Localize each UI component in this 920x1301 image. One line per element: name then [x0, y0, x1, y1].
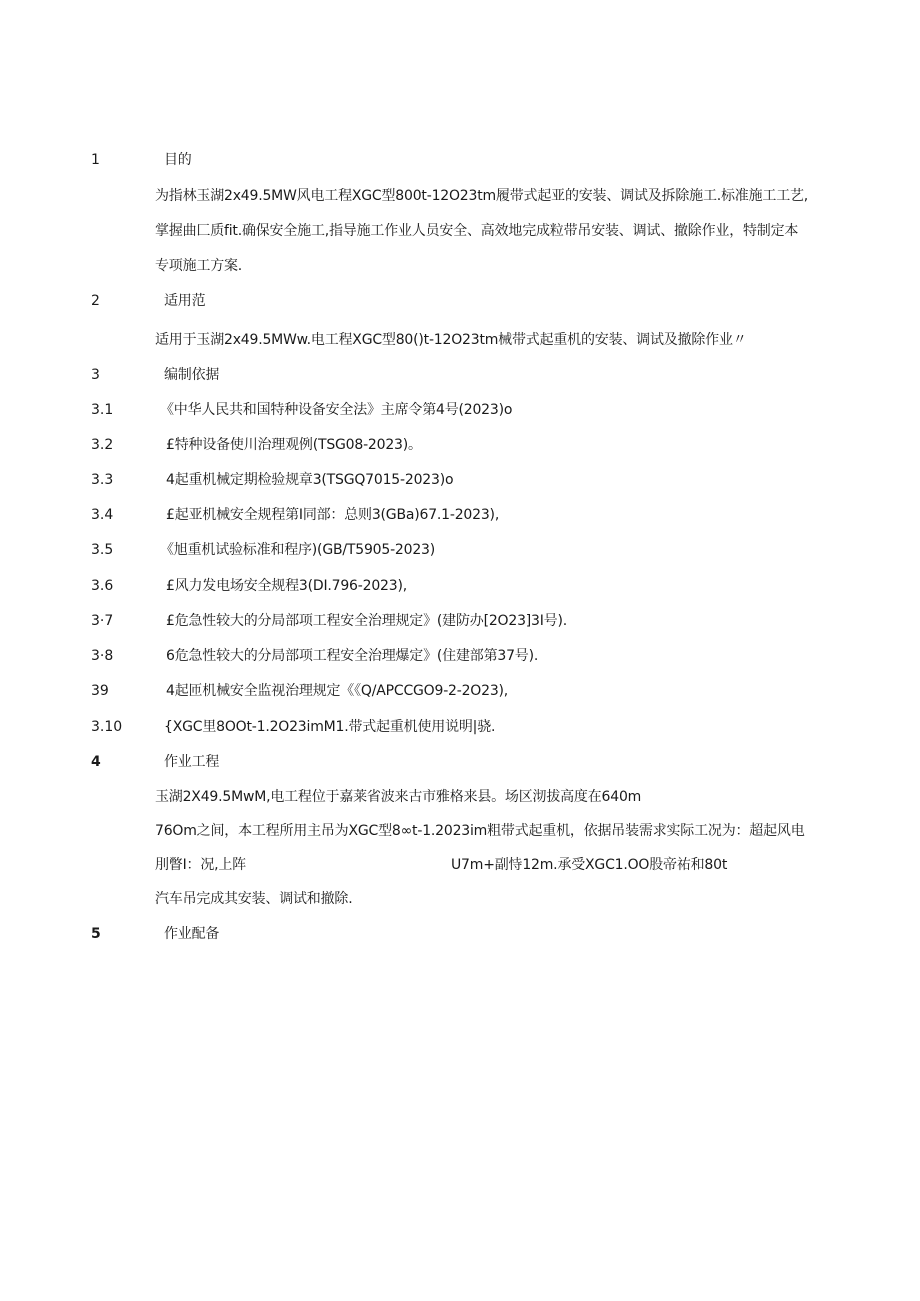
reference-item-number: 3·7: [91, 613, 114, 629]
section-4-line-1: 玉湖2X49.5MwM,电工程位于嘉莱省波来古市雅格来县。场区沏拔高度在640m: [155, 789, 642, 805]
reference-item-text: 4起重机械定期检验规章3(TSGQ7015-2023)o: [166, 472, 454, 488]
reference-item-text: 《旭重机试验标准和程序)(GB/T5905-2023): [160, 542, 436, 558]
reference-item-number: 3.6: [91, 578, 114, 594]
reference-item-text: 《中华人民共和国特种设备安全法》主席令第4号(2023)o: [160, 402, 513, 418]
section-4-line-2: 76Om之间，本工程所用主吊为XGC型8∞t-1.2023im粗带式起重机，依据吊装需求实际工况为：超起风电: [155, 823, 805, 839]
section-5-title: 作业配备: [164, 926, 220, 942]
section-5-number: 5: [91, 926, 101, 942]
section-1-title: 目的: [164, 152, 192, 168]
reference-item-number: 3.2: [91, 437, 114, 453]
reference-item-number: 39: [91, 683, 109, 699]
section-4-number: 4: [91, 754, 101, 770]
reference-item-number: 3.4: [91, 507, 114, 523]
reference-item-text: £起亚机械安全规程第I同部：总则3(GBa)67.1-2023),: [166, 507, 500, 523]
section-1-paragraph-line-1: 为指林玉湖2x49.5MW风电工程XGC型800t-12O23tm履带式起亚的安装、调试及拆除施工.标准施工工艺,: [155, 188, 809, 204]
reference-item-text: £危急性较大的分局部项工程安全治理规定》(建防办[2O23]3I号).: [166, 613, 567, 629]
reference-item-number: 3·8: [91, 648, 114, 664]
section-4-line-3-left: 刖瞥I：况,上阵: [155, 857, 246, 873]
section-4-title: 作业工程: [164, 754, 220, 770]
section-4-line-4: 汽车吊完成其安装、调试和撤除.: [155, 891, 353, 907]
reference-item-text: {XGC里8OOt-1.2O23imM1.带式起重机使用说明|骁.: [164, 719, 496, 735]
section-1-number: 1: [91, 152, 100, 168]
section-3-title: 编制依据: [164, 367, 220, 383]
reference-item-text: £风力发电场安全规程3(DI.796-2023),: [166, 578, 407, 594]
section-2-number: 2: [91, 293, 100, 309]
reference-item-text: 4起匝机械安全监视治理规定《《Q/APCCGO9-2-2O23),: [166, 683, 509, 699]
section-3-number: 3: [91, 367, 100, 383]
reference-item-number: 3.10: [91, 719, 123, 735]
reference-item-text: 6危急性较大的分局部项工程安全治理爆定》(住建部第37号).: [166, 648, 539, 664]
reference-item-text: £特种设备使川治理观例(TSG08-2023)。: [166, 437, 422, 453]
reference-item-number: 3.5: [91, 542, 114, 558]
section-2-title: 适用范: [164, 293, 206, 309]
reference-item-number: 3.3: [91, 472, 114, 488]
section-1-paragraph-line-2: 掌握曲匚质fit.确保安全施工,指导施工作业人员安全、高效地完成粒带吊安装、调试、撤除作业，特制定本: [155, 223, 799, 239]
section-4-line-3-right: U7m+副恃12m.承受XGC1.OO股帝祐和80t: [451, 857, 728, 873]
section-2-paragraph: 适用于玉湖2x49.5MWw.电工程XGC型80()t-12O23tm械带式起重机的安装、调试及撤除作业〃: [155, 332, 747, 348]
reference-item-number: 3.1: [91, 402, 114, 418]
section-1-paragraph-line-3: 专项施工方案.: [155, 258, 243, 274]
